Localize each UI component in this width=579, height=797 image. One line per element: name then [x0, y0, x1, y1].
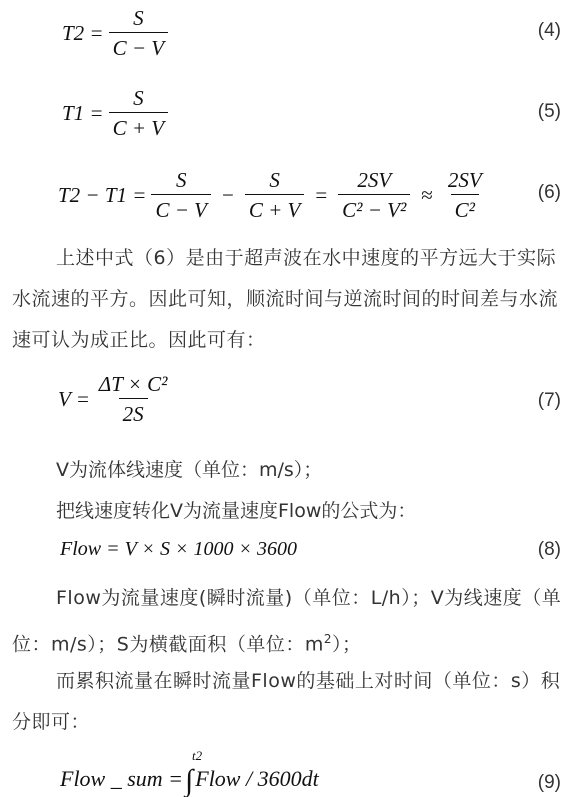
paragraph-conversion-intro: 把线速度转化V为流量速度Flow的公式为： — [56, 500, 417, 522]
eq7-denominator: 2S — [119, 398, 148, 426]
eq8-number: (8) — [537, 539, 561, 560]
eq4-number: (4) — [537, 20, 561, 41]
eq6-minus: − — [221, 182, 234, 207]
eq6-approx: ≈ — [421, 182, 433, 207]
eq6-fraction-4 — [444, 168, 486, 222]
eq5-fraction — [109, 86, 169, 140]
equation-6 — [58, 168, 491, 222]
equation-4 — [62, 6, 173, 60]
paragraph-velocity-unit: V为流体线速度（单位：m/s）； — [56, 459, 323, 481]
eq6-f2-denominator: C + V — [245, 194, 305, 222]
eq4-denominator: C − V — [109, 32, 169, 60]
eq6-f4-numerator: 2SV — [447, 168, 482, 192]
eq9-expression: Flow / 3600dt — [195, 766, 319, 791]
eq7-number: (7) — [537, 390, 561, 411]
eq6-f1-numerator: S — [175, 168, 187, 192]
eq5-numerator: S — [133, 86, 144, 110]
eq6-lhs: T2 − T1 = — [58, 182, 147, 207]
eq9-number: (9) — [537, 772, 561, 793]
eq5-number: (5) — [537, 101, 561, 122]
equation-8 — [60, 538, 297, 561]
eq7-lhs: V = — [58, 386, 90, 411]
eq9-upper-limit: t2 — [192, 748, 203, 763]
eq8-expression: Flow = V × S × 1000 × 3600 — [60, 538, 297, 560]
eq6-equals: = — [315, 182, 328, 207]
eq6-fraction-2 — [245, 168, 305, 222]
eq4-lhs: T2 = — [62, 20, 104, 45]
eq6-fraction-1 — [151, 168, 211, 222]
p4-superscript: 2 — [323, 632, 333, 646]
eq4-numerator: S — [133, 6, 144, 30]
equation-9 — [60, 748, 319, 797]
paragraph-explanation: 上述中式（6）是由于超声波在水中速度的平方远大于实际水流速的平方。因此可知，顺流时间与逆流时间的时间差与水流速可认为成正比。因此可有： — [12, 247, 559, 351]
eq6-f2-numerator: S — [269, 168, 280, 192]
eq7-numerator: ΔT × C² — [98, 372, 168, 396]
equation-7 — [58, 372, 176, 426]
eq5-lhs: T1 = — [62, 100, 104, 125]
eq6-fraction-3 — [338, 168, 410, 222]
eq6-f1-denominator: C − V — [151, 194, 211, 222]
eq7-fraction — [95, 372, 172, 426]
paragraph-cumulative-flow: 而累积流量在瞬时流量Flow的基础上对时间（单位：s）积分即可： — [12, 670, 561, 733]
eq6-f4-denominator: C² — [451, 194, 479, 222]
p4-text: Flow为流量速度(瞬时流量)（单位：L/h）；V为线速度（单位：m/s）；S为横截面积（单位：m — [12, 587, 562, 656]
eq9-lhs: Flow _ sum = — [60, 766, 184, 791]
eq6-f3-denominator: C² − V² — [338, 194, 410, 222]
eq4-fraction — [109, 6, 169, 60]
paragraph-flow-definition — [12, 578, 572, 665]
eq5-denominator: C + V — [109, 112, 169, 140]
p4-tail: ）； — [332, 633, 362, 656]
eq9-integral: ∫ — [185, 764, 194, 797]
equation-5 — [62, 86, 173, 140]
integral-sign — [183, 748, 203, 797]
eq6-number: (6) — [537, 182, 561, 203]
eq6-f3-numerator: 2SV — [357, 168, 392, 192]
